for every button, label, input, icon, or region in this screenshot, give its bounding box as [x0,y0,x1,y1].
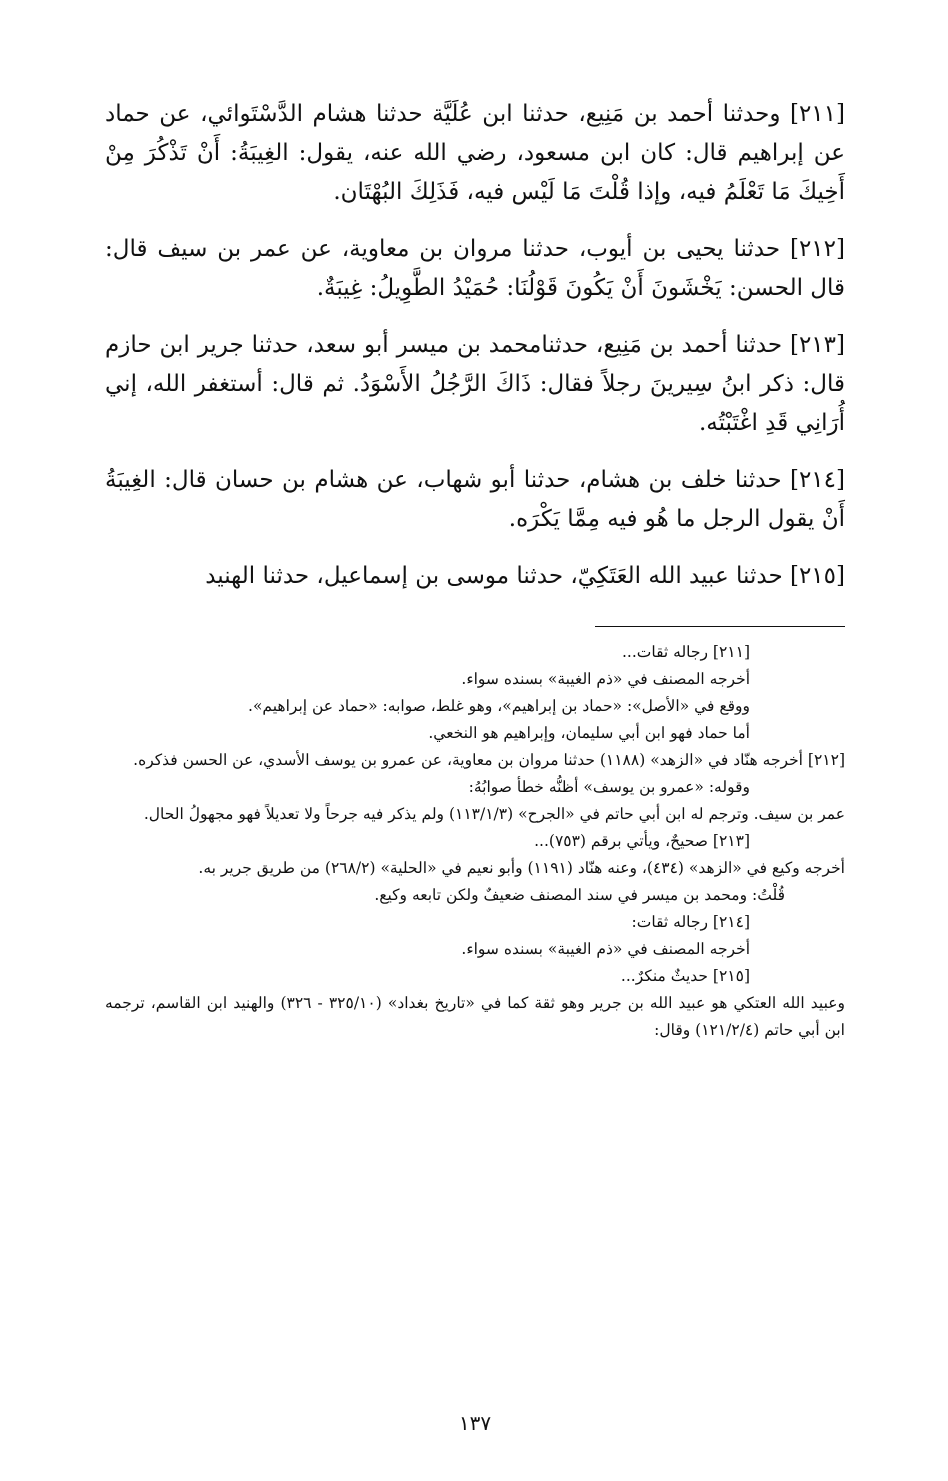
footnote-line: أخرجه المصنف في «ذم الغيبة» بسنده سواء. [461,670,750,688]
footnote-line: وقوله: «عمرو بن يوسف» أظنُّه خطأ صوابُهُ: [468,778,750,796]
footnote-line: أما حماد فهو ابن أبي سليمان، وإبراهيم هو النخعي. [428,724,750,742]
footnote-line: ووقع في «الأصل»: «حماد بن إبراهيم»، وهو غلط، صوابه: «حماد عن إبراهيم». [248,697,750,715]
hadith-214: [٢١٤] حدثنا خلف بن هشام، حدثنا أبو شهاب، عن هشام بن حسان قال: الغِيبَةُ أَنْ يقول الرجل ما هُو فيه مِمَّا يَكْرَه. [105,467,845,532]
footnote-line: وعبيد الله العتكي هو عبيد الله بن جرير وهو ثقة كما في «تاريخ بغداد» (٣٢٥/١٠ - ٣٢٦) والهنيد ابن القاسم، ترجمه ابن أبي حاتم (١٢١/٢/٤) وقال: [105,994,845,1039]
page-number: ١٣٧ [458,1411,492,1435]
footnote-line: عمر بن سيف. وترجم له ابن أبي حاتم في «الجرح» (١١٣/١/٣) ولم يذكر فيه جرحاً ولا تعديلاً فهو مجهولُ الحال. [143,805,845,823]
footnote-line: [٢١٣] صحيحٌ، ويأتي برقم (٧٥٣)... [534,832,750,850]
footnote-line: [٢١٥] حديثٌ منكرٌ... [620,967,750,985]
book-page [105,95,845,1435]
hadith-212: [٢١٢] حدثنا يحيى بن أيوب، حدثنا مروان بن معاوية، عن عمر بن سيف قال: قال الحسن: يَخْشَونَ أَنْ يَكُونَ قَوْلُنَا: حُمَيْدُ الطَّوِيلُ: غِيبَةٌ. [105,236,845,301]
footnote-line: [٢١١] رجاله ثقات... [621,643,750,661]
footnote-line: [٢١٢] أخرجه هنّاد في «الزهد» (١١٨٨) حدثنا مروان بن معاوية، عن عمرو بن يوسف الأسدي، عن الحسن فذكره. [133,751,845,769]
hadith-215: [٢١٥] حدثنا عبيد الله العَتَكِيّ، حدثنا موسى بن إسماعيل، حدثنا الهنيد [205,563,845,589]
footnote-line: أخرجه المصنف في «ذم الغيبة» بسنده سواء. [461,940,750,958]
hadith-213: [٢١٣] حدثنا أحمد بن مَنِيع، حدثنامحمد بن ميسر أبو سعد، حدثنا جرير ابن حازم قال: ذكر ابنُ سِيرينَ رجلاً فقال: ذَاكَ الرَّجُلُ الأَسْوَدُ. ثم قال: أستغفر الله، إني أُرَانِي قَدِ اغْتَبْتُه. [105,332,845,436]
footnote-line: [٢١٤] رجاله ثقات: [631,913,750,931]
footnotes [105,639,845,1044]
main-text [105,95,845,596]
footnote-line: قُلْتُ: ومحمد بن ميسر في سند المصنف ضعيفٌ ولكن تابعه وكيع. [374,886,785,904]
footnote-line: أخرجه وكيع في «الزهد» (٤٣٤)، وعنه هنّاد (١١٩١) وأبو نعيم في «الحلية» (٢٦٨/٢) من طريق جرير به. [198,859,845,877]
footnote-divider [595,626,845,627]
hadith-211: [٢١١] وحدثنا أحمد بن مَنِيع، حدثنا ابن عُلَيَّة حدثنا هشام الدَّسْتَوائي، عن حماد عن إبراهيم قال: كان ابن مسعود، رضي الله عنه، يقول: الغِيبَةُ: أَنْ تَذْكُرَ مِنْ أَخِيكَ مَا تَعْلَمُ فيه، وإذا قُلْتَ مَا لَيْس فيه، فَذَلِكَ البُهْتَان. [105,101,845,205]
